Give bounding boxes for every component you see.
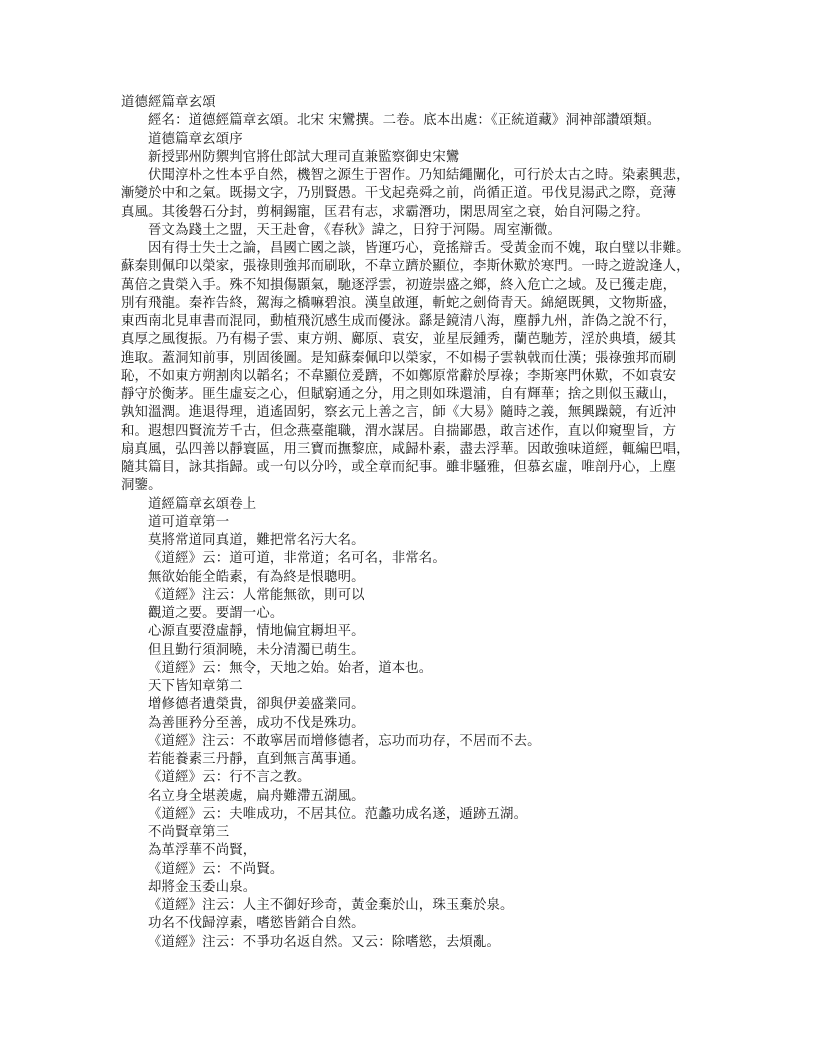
verse-line: 但且勤行須洞曉，未分清濁已萌生。 xyxy=(148,642,365,658)
paragraph-line: 洞鑒。 xyxy=(121,478,162,494)
paragraph-line: 東西南北見車書而混同，動植飛沉感生成而優泳。繇是鏡清八海，塵靜九州，詐偽之說不行， xyxy=(121,314,677,329)
verse-section xyxy=(121,514,699,952)
preface-paragraph-3 xyxy=(121,240,699,496)
paragraph-line: 真風。其後磐石分封，剪桐錫寵，匡君有志，求霸潛功，閑思周室之衰，始自河陽之狩。 xyxy=(121,204,650,220)
commentary-line: 《道經》云：不尚賢。 xyxy=(148,861,284,877)
chapter-heading: 道可道章第一 xyxy=(148,514,230,530)
paragraph-line: 晉文為踐土之盟，天王赴會，《春秋》諱之，日狩于河陽。周室漸微。 xyxy=(148,222,562,238)
paragraph-line: 真厚之風復振。乃有楊子雲、東方朔、鄺原、袁安，並星辰鍾秀，蘭芭馳芳，淫於典墳，緩其 xyxy=(121,332,677,348)
paragraph-line: 萬倍之貴榮入手。殊不知損傷顥氣，馳逐浮雲，初遊崇盛之鄉，終入危亡之域。及已獲走鹿， xyxy=(121,277,677,293)
verse-line: 無欲始能全皓素，有為終是恨聰明。 xyxy=(148,569,365,585)
document-page xyxy=(121,94,699,952)
verse-line: 却將金玉委山泉。 xyxy=(148,879,257,895)
paragraph-line: 扇真風，弘四善以靜寰區，用三寶而撫黎庶，咸歸朴素，盡去浮華。因敢強味道經，輒編巴唱， xyxy=(121,441,690,457)
verse-line: 若能養素三丹靜，直到無言萬事通。 xyxy=(148,752,365,767)
commentary-line: 觀道之要。要謂一心。 xyxy=(148,606,284,621)
paragraph-line: 進取。蓋洞知前事，別固後圖。是知蘇秦佩印以榮家，不如楊子雲執戟而仕漢；張祿強邦而刷 xyxy=(121,350,677,366)
chapter-heading: 不尚賢章第三 xyxy=(148,825,230,840)
commentary-line: 《道經》注云：人常能無欲，則可以 xyxy=(148,587,365,603)
paragraph-line: 和。遐想四賢流芳千古，但念燕臺龍職，渭水謀居。自揣鄙愚，敢言述作，直以仰窺聖旨，方 xyxy=(121,423,677,439)
paragraph-line: 靜守於衡茅。匪生虛妄之心，但賦窮通之分，用之則如珠還浦，自有輝華；捨之則似玉藏山， xyxy=(121,387,677,402)
preface-paragraph-2 xyxy=(121,222,699,240)
paragraph-line: 恥，不如東方朔割肉以韜名；不韋顯位爰躋，不如鄭原常辭於厚祿；李斯寒門休歎，不如袁安 xyxy=(121,368,677,384)
paragraph-line: 因有得士失士之論，昌國亡國之談，皆運巧心，竟搖辯舌。受黃金而不媿，取白璧以非難。 xyxy=(148,241,690,256)
verse-line: 功名不伐歸淳素，嗜慾皆銷合自然。 xyxy=(148,916,365,932)
commentary-line: 《道經》云：無令，天地之始。始者，道本也。 xyxy=(148,660,433,676)
paragraph-line: 隨其篇目，詠其指歸。或一句以分吟，或全章而紀事。雖非騷雅，但慕玄虛，唯剖丹心，上塵 xyxy=(121,460,677,475)
verse-line: 為善匪矜分至善，成功不伐是殊功。 xyxy=(148,715,365,731)
paragraph-line: 漸變於中和之氣。既揚文字，乃別賢愚。干戈起堯舜之前，尚循正道。弔伐見湯武之際，竟薄 xyxy=(121,186,677,202)
verse-line: 心源直要澄虛靜，情地偏宜耨坦平。 xyxy=(148,624,365,640)
volume-title: 道經篇章玄頌卷上 xyxy=(148,496,257,512)
chapter-heading: 天下皆知章第二 xyxy=(148,679,243,694)
commentary-line: 《道經》云：行不言之教。 xyxy=(148,770,311,786)
author-line: 新授郢州防禦判官將仕郎試大理司直兼監察御史宋鸞 xyxy=(148,149,460,165)
verse-line: 為革浮華不尚賢， xyxy=(148,843,257,859)
verse-line: 莫將常道同真道，難把常名污大名。 xyxy=(148,533,365,548)
commentary-line: 《道經》云：道可道，非常道；名可名，非常名。 xyxy=(148,551,446,567)
preface-paragraph-1 xyxy=(121,167,699,222)
commentary-line: 《道經》注云：不爭功名返自然。又云：除嗜慾，去煩亂。 xyxy=(148,934,501,950)
document-title: 道德經篇章玄頌 xyxy=(121,95,216,110)
commentary-line: 《道經》注云：不敢寧居而增修德者，忘功而功存，不居而不去。 xyxy=(148,733,541,749)
verse-line: 增修德者遺榮貴，卻與伊姜盛業同。 xyxy=(148,697,365,713)
commentary-line: 《道經》注云：人主不御好珍奇，黃金棄於山，珠玉棄於泉。 xyxy=(148,898,514,913)
verse-line: 名立身全堪羨處，扁舟難滯五湖風。 xyxy=(148,788,365,804)
document-meta: 經名：道德經篇章玄頌。北宋 宋鸞撰。二卷。底本出處：《正統道藏》洞神部讚頌類。 xyxy=(148,113,661,129)
paragraph-line: 別有飛龍。秦祚告終，駕海之橋嘛碧浪。漢皇啟運，斬蛇之劍倚青天。綿絕既興，文物斯盛， xyxy=(121,295,677,311)
paragraph-line: 孰知溫潤。進退得理，逍遙固躬，察玄元上善之言，師《大易》隨時之義，無興躁競，有近沖 xyxy=(121,405,677,421)
paragraph-line: 蘇秦則佩印以榮家，張祿則強邦而刷耿，不韋立躋於顯位，李斯休歎於寒門。一時之遊說逢人， xyxy=(121,259,690,275)
preface-title: 道德篇章玄頌序 xyxy=(148,131,243,147)
commentary-line: 《道經》云：夫唯成功，不居其位。范蠡功成名遂，遁跡五湖。 xyxy=(148,806,528,822)
paragraph-line: 伏聞淳朴之性本乎自然，機智之源生于習作。乃知結繩闡化，可行於太古之時。染素興悲， xyxy=(148,168,690,183)
